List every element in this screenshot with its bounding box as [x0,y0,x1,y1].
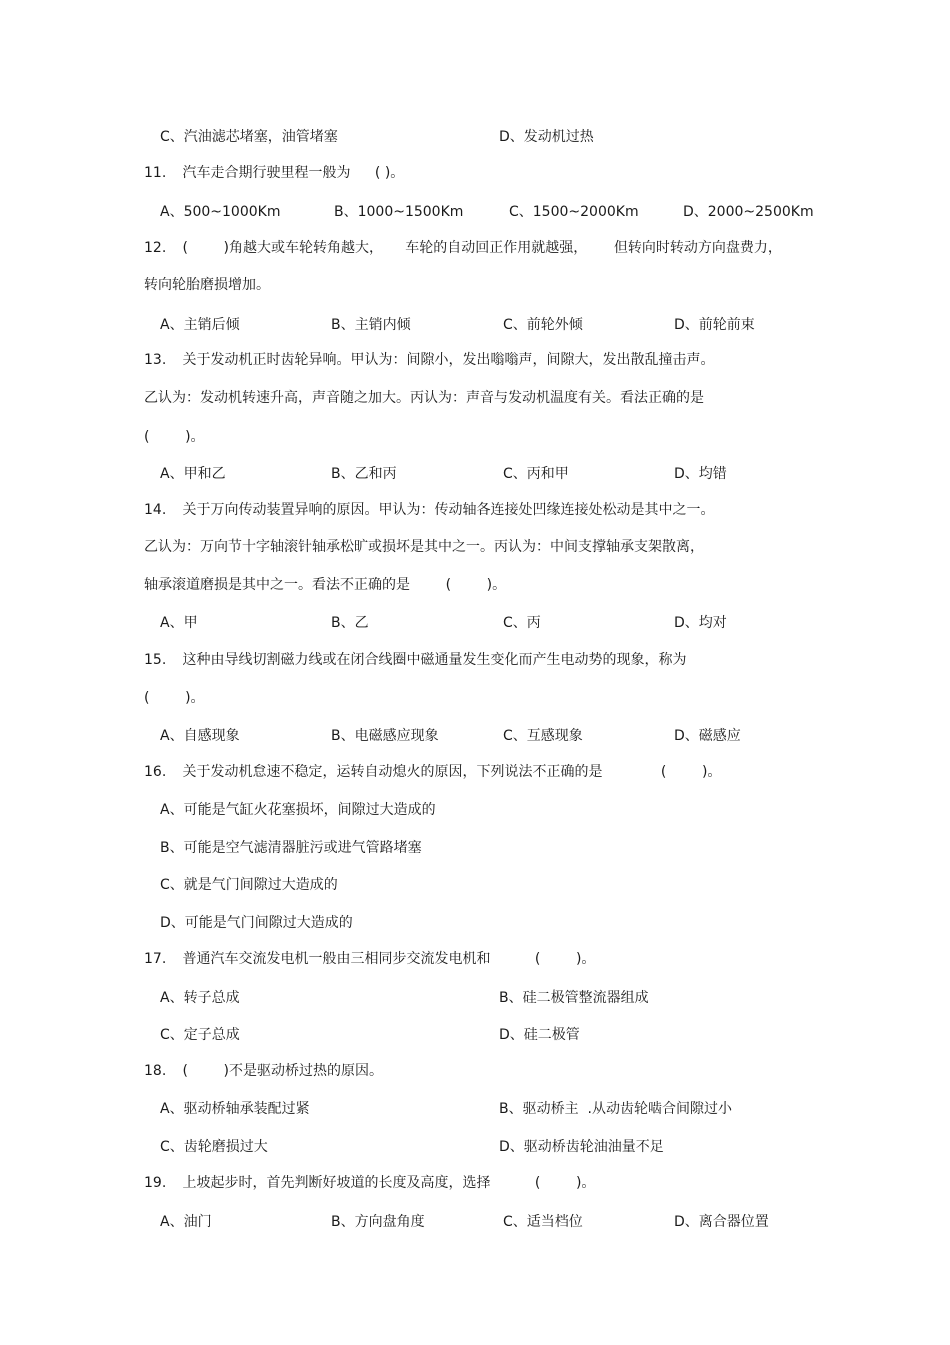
q12-option-c: C、前轮外倾 [503,317,583,333]
q15-line2: ( )。 [144,690,205,706]
q12-stem [144,239,782,257]
q11-option-a: A、500~1000Km [160,204,281,220]
q17-option-a: A、转子总成 [160,990,240,1006]
q19-stem [144,1174,595,1192]
q19-paren: ( )。 [534,1175,596,1191]
q14-line3: 轴承滚道磨损是其中之一。看法不正确的是 ( )。 [144,577,507,593]
q15-number: 15. [144,652,167,668]
q14-option-d: D、均对 [674,615,727,631]
q11-option-c: C、1500~2000Km [509,204,639,220]
q14-line1: 关于万向传动装置异响的原因。甲认为：传动轴各连接处凹缘连接处松动是其中之一。 [182,502,715,518]
q18-number: 18. [144,1063,167,1079]
q12-option-b: B、主销内倾 [331,317,411,333]
q18-text: ( )不是驱动桥过热的原因。 [182,1063,383,1079]
q10-option-d: D、发动机过热 [499,129,594,145]
q16-stem [144,763,721,781]
q19-option-d: D、离合器位置 [674,1214,769,1230]
q11-option-b: B、1000~1500Km [334,204,464,220]
q13-line1: 关于发动机正时齿轮异响。甲认为：间隙小，发出嗡嗡声，间隙大，发出散乱撞击声。 [182,352,715,368]
q14-option-a: A、甲 [160,615,198,631]
q12-option-d: D、前轮前束 [674,317,755,333]
q11-text: 汽车走合期行驶里程一般为 [182,165,351,181]
q19-option-b: B、方向盘角度 [331,1214,425,1230]
q16-option-d: D、可能是气门间隙过大造成的 [160,915,353,931]
q13-option-b: B、乙和丙 [331,466,397,482]
q15-line1: 这种由导线切割磁力线或在闭合线圈中磁通量发生变化而产生电动势的现象，称为 [182,652,687,668]
q16-option-b: B、可能是空气滤清器脏污或进气管路堵塞 [160,840,422,856]
q13-option-c: C、丙和甲 [503,466,569,482]
q18-option-a: A、驱动桥轴承装配过紧 [160,1101,310,1117]
q19-number: 19. [144,1175,167,1191]
q14-option-b: B、乙 [331,615,369,631]
q12-option-a: A、主销后倾 [160,317,240,333]
q18-option-b: B、驱动桥主 .从动齿轮啮合间隙过小 [499,1101,732,1117]
q17-paren: ( )。 [534,951,596,967]
q13-line2: 乙认为：发动机转速升高，声音随之加大。丙认为：声音与发动机温度有关。看法正确的是 [144,390,704,406]
q11-stem [144,164,404,182]
q19-option-a: A、油门 [160,1214,212,1230]
q16-text: 关于发动机怠速不稳定，运转自动熄火的原因，下列说法不正确的是 [182,764,603,780]
q16-option-a: A、可能是气缸火花塞损坏，间隙过大造成的 [160,802,436,818]
q17-option-b: B、硅二极管整流器组成 [499,990,649,1006]
q15-option-b: B、电磁感应现象 [331,728,439,744]
q18-stem [144,1062,383,1080]
q13-number: 13. [144,352,167,368]
q13-option-d: D、均错 [674,466,727,482]
q16-option-c: C、就是气门间隙过大造成的 [160,877,338,893]
q14-number: 14. [144,502,167,518]
q18-option-d: D、驱动桥齿轮油油量不足 [499,1139,664,1155]
q17-number: 17. [144,951,167,967]
q16-number: 16. [144,764,167,780]
q15-option-d: D、磁感应 [674,728,741,744]
q11-paren: ( )。 [374,165,405,181]
q12-line2: 转向轮胎磨损增加。 [144,277,270,293]
q15-option-a: A、自感现象 [160,728,240,744]
q13-line3: ( )。 [144,429,205,445]
q14-option-c: C、丙 [503,615,541,631]
q17-text: 普通汽车交流发电机一般由三相同步交流发电机和 [182,951,491,967]
q14-stem [144,501,714,519]
q13-stem [144,351,714,369]
q15-option-c: C、互感现象 [503,728,583,744]
q11-option-d: D、2000~2500Km [683,204,814,220]
q19-text: 上坡起步时，首先判断好坡道的长度及高度，选择 [182,1175,491,1191]
q19-option-c: C、适当档位 [503,1214,583,1230]
q14-line2: 乙认为：万向节十字轴滚针轴承松旷或损坏是其中之一。丙认为：中间支撑轴承支架散离， [144,539,704,555]
q10-option-c: C、汽油滤芯堵塞，油管堵塞 [160,129,338,145]
q17-stem [144,950,595,968]
q12-number: 12. [144,240,167,256]
q17-option-c: C、定子总成 [160,1027,240,1043]
q15-stem [144,651,686,669]
q17-option-d: D、硅二极管 [499,1027,580,1043]
q11-number: 11. [144,165,167,181]
q13-option-a: A、甲和乙 [160,466,226,482]
q18-option-c: C、齿轮磨损过大 [160,1139,268,1155]
q12-line1: ( )角越大或车轮转角越大， 车轮的自动回正作用就越强， 但转向时转动方向盘费力， [182,240,782,256]
q16-paren: ( )。 [660,764,722,780]
